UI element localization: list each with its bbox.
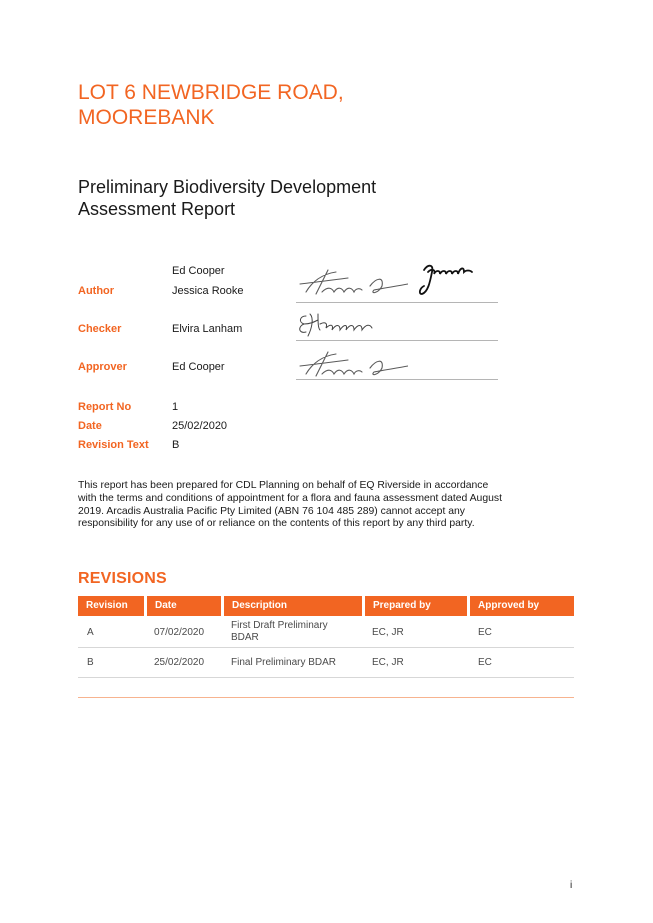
row-1-description-line-1: First Draft Preliminary <box>231 620 328 631</box>
date-label: Date <box>78 420 102 432</box>
revision-text-value: B <box>172 439 180 451</box>
author-signature-line <box>296 302 498 303</box>
row-2-approved-by: EC <box>478 657 492 668</box>
column-header-date: Date <box>147 596 221 616</box>
site-title <box>78 80 498 130</box>
row-1-prepared-by: EC, JR <box>372 627 404 638</box>
author-name-2: Jessica Rooke <box>172 285 244 297</box>
row-1-date: 07/02/2020 <box>154 627 205 638</box>
checker-label: Checker <box>78 323 122 335</box>
row-1-revision: A <box>87 627 94 638</box>
row-2-divider <box>78 677 574 678</box>
row-1-approved-by: EC <box>478 627 492 638</box>
report-no-label: Report No <box>78 401 132 413</box>
checker-name: Elvira Lanham <box>172 323 243 335</box>
site-title-line-2: MOOREBANK <box>78 106 215 129</box>
column-header-prepared-by: Prepared by <box>365 596 467 616</box>
page-number: i <box>570 880 573 891</box>
report-no-value: 1 <box>172 401 179 413</box>
date-value: 25/02/2020 <box>172 420 228 432</box>
author-signature-jessica-rooke <box>418 260 474 300</box>
revisions-heading: REVISIONS <box>78 570 167 587</box>
author-label: Author <box>78 285 115 297</box>
checker-signature-elvira-lanham <box>296 310 376 338</box>
column-header-description: Description <box>224 596 362 616</box>
approver-signature-ed-cooper <box>298 344 408 380</box>
section-divider <box>78 697 574 698</box>
column-header-revision: Revision <box>78 596 144 616</box>
disclaimer-paragraph: This report has been prepared for CDL Planning on behalf of EQ Riverside in accordance with the terms and conditions of appointment for a flora and fauna assessment dated August 2019. Arcadis Australia Pacific Pty Limited (ABN 76 104 485 289) cannot accept any responsibility for any use of or reliance on the contents of this report by any third party. <box>78 480 502 530</box>
row-1-description-line-2: BDAR <box>231 632 259 643</box>
report-title <box>78 176 498 220</box>
author-signature-ed-cooper <box>298 264 408 300</box>
report-title-line-2: Assessment Report <box>78 199 236 219</box>
row-1-divider <box>78 647 574 648</box>
row-2-revision: B <box>87 657 94 668</box>
row-2-prepared-by: EC, JR <box>372 657 404 668</box>
site-title-line-1: LOT 6 NEWBRIDGE ROAD, <box>78 81 344 104</box>
approver-signature-line <box>296 379 498 380</box>
approver-name: Ed Cooper <box>172 361 225 373</box>
approver-label: Approver <box>78 361 127 373</box>
checker-signature-line <box>296 340 498 341</box>
column-header-approved-by: Approved by <box>470 596 574 616</box>
author-name-1: Ed Cooper <box>172 265 225 277</box>
row-2-description-line-1: Final Preliminary BDAR <box>231 657 337 668</box>
row-2-date: 25/02/2020 <box>154 657 205 668</box>
revision-text-label: Revision Text <box>78 439 149 451</box>
report-title-line-1: Preliminary Biodiversity Development <box>78 177 377 197</box>
